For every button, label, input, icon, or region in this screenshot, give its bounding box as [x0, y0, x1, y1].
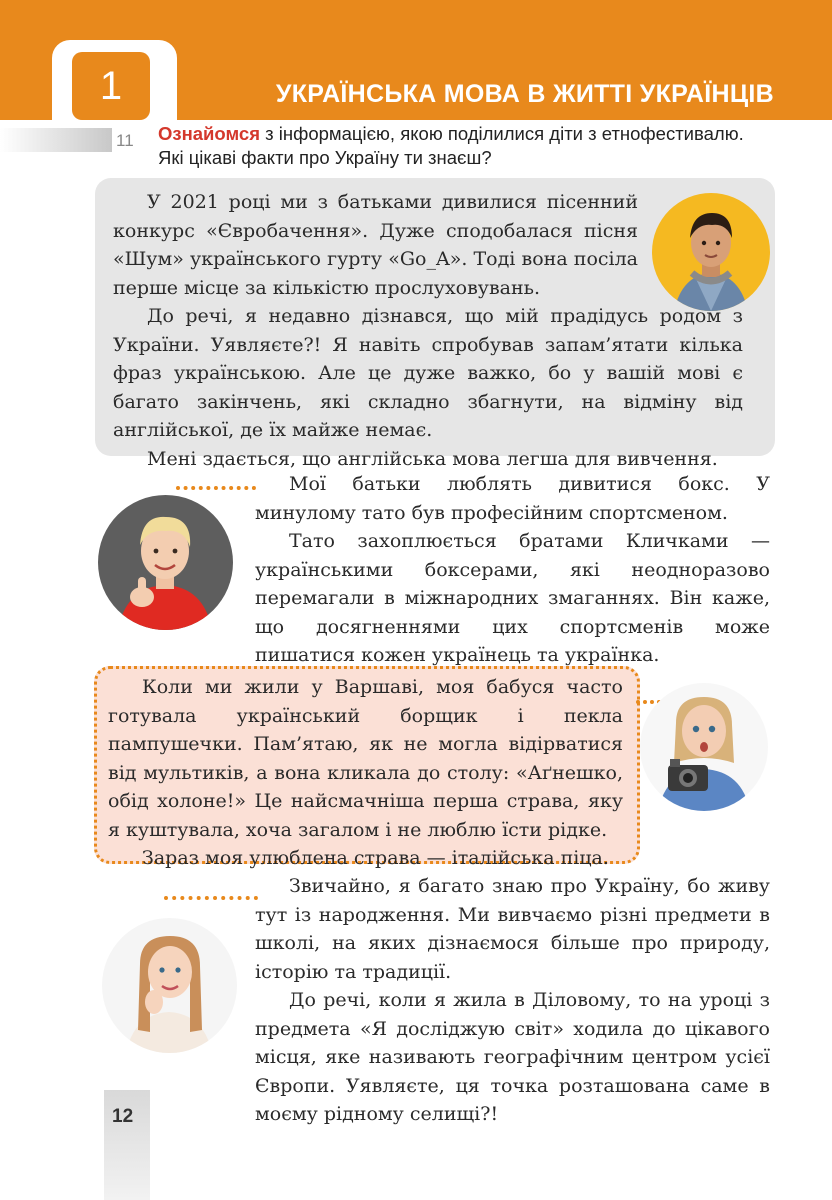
blond-boy-thumbs-up-photo [98, 495, 233, 630]
chapter-title: УКРАЇНСЬКА МОВА В ЖИТТІ УКРАЇНЦІВ [275, 80, 774, 108]
story-1-text [113, 188, 743, 473]
story-2-paragraph-1: Мої батьки люблять дивитися бокс. У минулому тато був професійним спортсменом. [255, 473, 770, 524]
story-4-paragraph-2: До речі, коли я жила в Діловому, то на уроці з предмета «Я досліджую світ» ходила до цікавого місця, яке називають географічним центром усієї Європи. Уявляєте, ця точка розташована саме в моєму рідному селищі?! [255, 989, 770, 1125]
story-3-text [108, 673, 623, 873]
girl-with-braids-photo [102, 918, 237, 1053]
story-4-paragraph-1: Звичайно, я багато знаю про Україну, бо живу тут із народження. Ми вивчаємо різні предмети в школі, на яких дізнаємося більше про природу, історію та традиції. [255, 875, 770, 983]
story-1-paragraph-2: До речі, я недавно дізнався, що мій прадідусь родом з України. Уявляєте?! Я навіть спробував запам’ятати кілька фраз українською. Але це дуже важко, бо у вашій мові є багато закінчень, які складно збагнути, на відміну від англійської, де їх майже немає. [113, 305, 743, 441]
connector-dots-4 [164, 896, 258, 900]
girl-with-camera-photo [640, 683, 768, 811]
exercise-number: 11 [116, 131, 134, 150]
exercise-strip [0, 128, 112, 152]
exercise-instruction [158, 122, 748, 170]
chapter-number: 1 [72, 52, 150, 120]
story-4-text [255, 872, 770, 1129]
story-2-text [255, 470, 770, 670]
exercise-keyword: Ознайомся [158, 123, 261, 144]
exercise-instruction-text: з інформацією, якою поділилися діти з етнофестивалю. Які цікаві факти про Україну ти знаєш? [158, 123, 744, 168]
page-number: 12 [112, 1106, 134, 1127]
story-3-paragraph-2: Зараз моя улюблена страва — італійська піца. [142, 847, 609, 869]
story-2-paragraph-2: Тато захоплюється братами Кличками — українськими боксерами, які неодноразово перемагали в міжнародних змаганнях. Він каже, що досягненнями цих спортсменів може пишатися кожен українець та українка. [255, 530, 770, 666]
story-3-paragraph-1: Коли ми жили у Варшаві, моя бабуся часто готувала український борщик і пекла пампушечки. Пам’ятаю, як не могла відірватися від мультиків, а вона кликала до столу: «Аґнешко, обід холоне!» Це найсмачніша перша страва, яку я куштувала, хоча загалом і не люблю їсти рідке. [108, 676, 623, 841]
story-1-paragraph-1: У 2021 році ми з батьками дивилися пісенний конкурс «Євробачення». Дуже сподобалася пісня «Шум» українського гурту «Go_A». Тоді вона посіла перше місце за кількістю прослуховувань. [113, 191, 638, 299]
connector-dots-2 [176, 486, 256, 490]
story-1-paragraph-3: Мені здається, що англійська мова легша для вивчення. [147, 447, 718, 470]
